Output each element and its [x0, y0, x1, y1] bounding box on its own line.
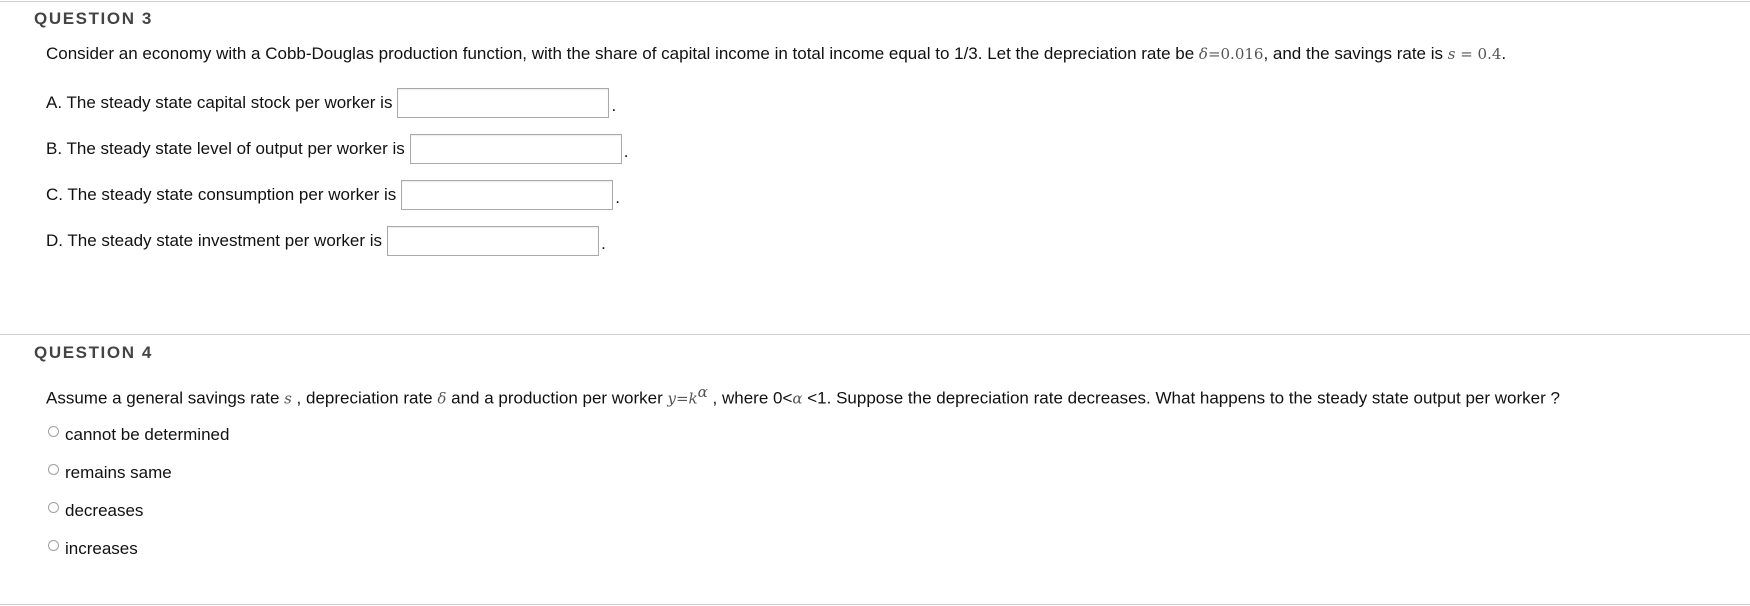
top-divider — [0, 1, 1750, 2]
option-label: increases — [65, 539, 138, 558]
item-d-period: . — [601, 234, 606, 253]
stem-e: <1. Suppose the depreciation rate decreases. What happens to the steady state output per worker ? — [802, 388, 1560, 408]
question-4-stem — [46, 383, 1560, 409]
item-a-period: . — [611, 96, 617, 115]
stem-end: . — [1501, 44, 1507, 63]
stem-a: Assume a general savings rate — [46, 388, 285, 408]
s-symbol: s — [1447, 45, 1456, 63]
question-3-item-b — [46, 134, 629, 164]
item-c-period: . — [615, 188, 620, 207]
delta-symbol: δ — [437, 389, 447, 408]
option-increases[interactable] — [48, 539, 138, 559]
s-symbol: s — [284, 389, 292, 408]
alpha-exponent: α — [697, 383, 708, 401]
stem-text: Consider an economy with a Cobb-Douglas production function, with the share of capital income in total income equal to 1/3. Let the depreciation rate be — [46, 44, 1199, 63]
option-label: decreases — [65, 501, 144, 520]
question-4-title: QUESTION 4 — [34, 343, 153, 362]
item-d-label: D. The steady state investment per worker is — [46, 231, 383, 250]
radio-button[interactable] — [48, 540, 59, 551]
item-c-label: C. The steady state consumption per worker is — [46, 185, 397, 204]
option-label: cannot be determined — [65, 425, 230, 444]
delta-value: =0.016 — [1207, 45, 1264, 63]
option-cannot-be-determined[interactable] — [48, 425, 229, 445]
section-divider — [0, 334, 1750, 335]
stem-mid: , and the savings rate is — [1263, 44, 1448, 63]
question-3-title: QUESTION 3 — [34, 9, 153, 28]
item-d-answer-input[interactable] — [387, 226, 599, 256]
s-value: = 0.4 — [1455, 45, 1502, 63]
radio-button[interactable] — [48, 464, 59, 475]
radio-button[interactable] — [48, 502, 59, 513]
option-remains-same[interactable] — [48, 463, 172, 483]
option-label: remains same — [65, 463, 172, 482]
question-3-item-a — [46, 88, 616, 118]
stem-b: , depreciation rate — [291, 388, 438, 408]
option-decreases[interactable] — [48, 501, 143, 521]
radio-button[interactable] — [48, 426, 59, 437]
alpha-symbol: α — [792, 389, 803, 408]
stem-d: , where 0< — [707, 388, 793, 408]
item-c-answer-input[interactable] — [401, 180, 613, 210]
item-b-label: B. The steady state level of output per worker is — [46, 139, 405, 158]
production-formula: y=k — [667, 389, 698, 408]
item-a-label: A. The steady state capital stock per worker is — [46, 93, 393, 112]
stem-c: and a production per worker — [446, 388, 668, 408]
delta-symbol: δ — [1198, 45, 1208, 63]
question-3-item-c — [46, 180, 620, 210]
item-a-answer-input[interactable] — [397, 88, 609, 118]
question-3-item-d — [46, 226, 606, 256]
question-3-stem — [46, 44, 1506, 64]
item-b-answer-input[interactable] — [410, 134, 622, 164]
bottom-divider — [0, 604, 1750, 605]
item-b-period: . — [623, 142, 629, 161]
